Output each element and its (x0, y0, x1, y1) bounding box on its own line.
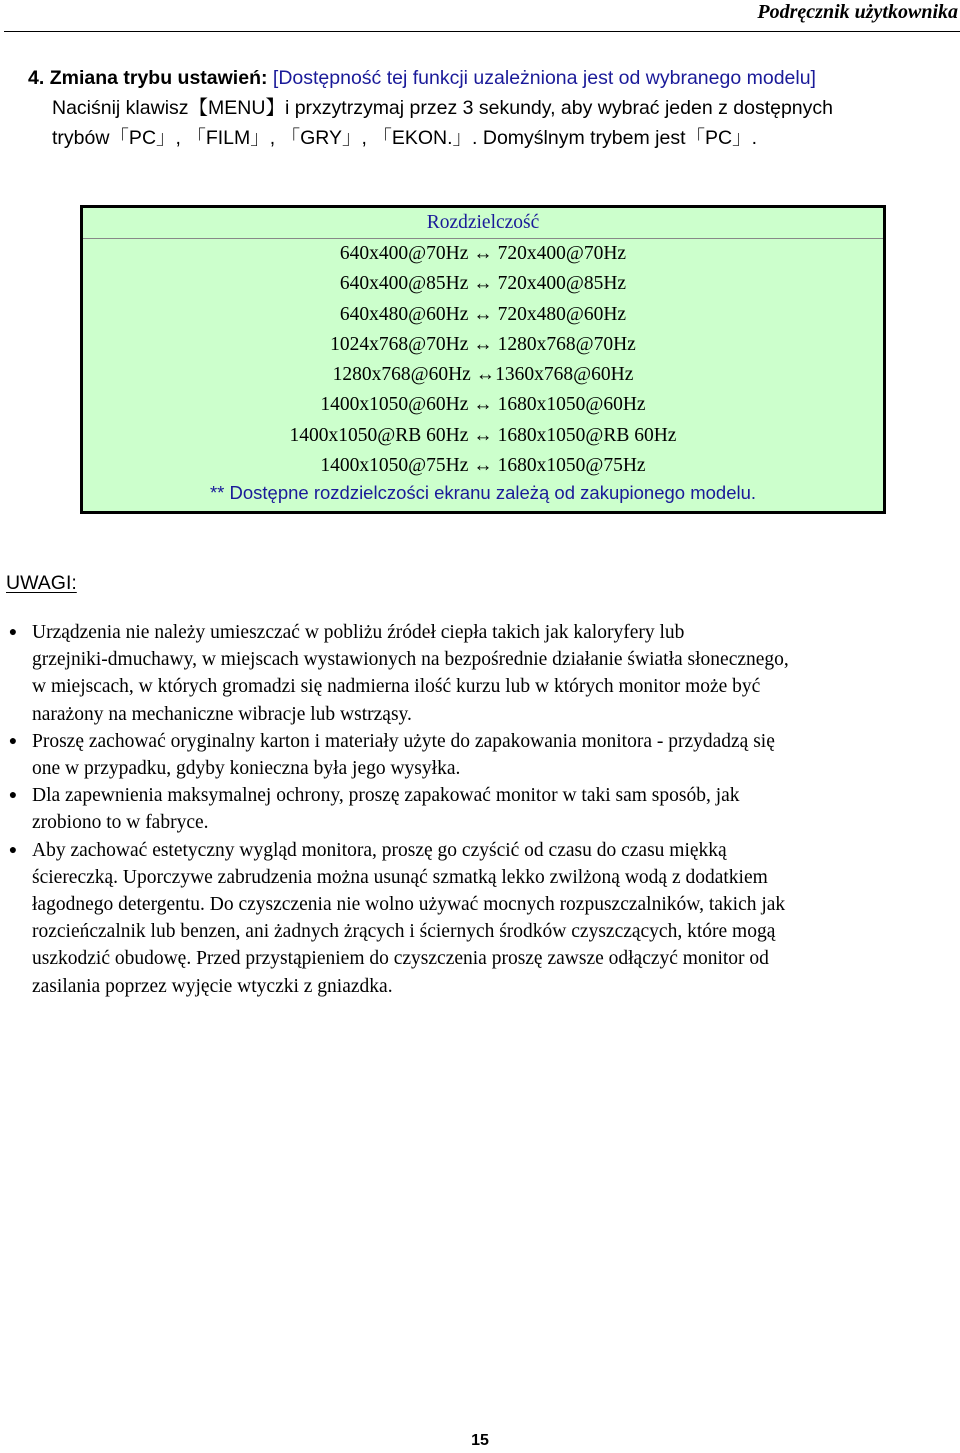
document-header-title: Podręcznik użytkownika (757, 1, 958, 23)
notes-heading: UWAGI: (6, 572, 77, 594)
note-item (0, 619, 960, 728)
bullet-icon: ● (8, 733, 18, 749)
note-line: uszkodzić obudowę. Przed przystąpieniem do czyszczenia proszę zawsze odłączyć monitor od (32, 948, 769, 970)
section-availability-note: [Dostępność tej funkcji uzależniona jest od wybranego modelu] (272, 67, 816, 89)
section-body-line: trybów「PC」, 「FILM」, 「GRY」, 「EKON.」. Domyślnym trybem jest「PC」. (52, 127, 757, 149)
note-item (0, 782, 960, 836)
bullet-icon: ● (8, 842, 18, 858)
note-line: narażony na mechaniczne wibracje lub wstrząsy. (32, 703, 412, 725)
note-line: Urządzenia nie należy umieszczać w pobliżu źródeł ciepła takich jak kaloryfery lub (32, 622, 685, 643)
bullet-icon: ● (8, 625, 18, 640)
note-line: one w przypadku, gdyby konieczna była jego wysyłka. (32, 758, 461, 780)
section-body-line: Naciśnij klawisz【MENU】i prxzytrzymaj przez 3 sekundy, aby wybrać jeden z dostępnych (52, 97, 833, 119)
note-item (0, 837, 960, 1000)
note-line: Dla zapewnienia maksymalnej ochrony, proszę zapakować monitor w taki sam sposób, jak (32, 785, 740, 807)
resolution-row: 1400x1050@60Hz ↔ 1680x1050@60Hz (320, 394, 646, 416)
resolution-table (80, 205, 886, 514)
section-heading (28, 63, 948, 93)
bullet-icon: ● (8, 788, 18, 804)
section-mode-change (28, 63, 948, 153)
resolution-table-footnote: ** Dostępne rozdzielczości ekranu zależą od zakupionego modelu. (209, 482, 757, 504)
resolution-row: 640x400@70Hz ↔ 720x400@70Hz (339, 243, 627, 264)
resolution-table-header: Rozdzielczość (83, 208, 883, 239)
page-number: 15 (471, 1432, 489, 1449)
section-number: 4. (28, 67, 45, 89)
note-line: łagodnego detergentu. Do czyszczenia nie wolno używać mocnych rozpuszczalników, takich jak (32, 894, 786, 916)
resolution-row: 1400x1050@RB 60Hz ↔ 1680x1050@RB 60Hz (289, 424, 677, 446)
section-body (28, 93, 948, 153)
section-title: Zmiana trybu ustawień: (49, 67, 268, 89)
note-line: grzejniki-dmuchawy, w miejscach wystawionych na bezpośrednie działanie światła słonecznego, (32, 649, 789, 671)
note-line: rozcieńczalnik lub benzen, ani żadnych żrących i ściernych środków czyszczących, które mogą (32, 921, 776, 943)
note-line: Proszę zachować oryginalny karton i materiały użyte do zapakowania monitora - przydadzą się (32, 730, 775, 752)
note-line: ściereczką. Uporczywe zabrudzenia można usunąć szmatką lekko zwilżoną wodą z dodatkiem (32, 866, 768, 888)
resolution-row: 640x400@85Hz ↔ 720x400@85Hz (339, 273, 627, 295)
resolution-row: 1400x1050@75Hz ↔ 1680x1050@75Hz (320, 455, 646, 477)
resolution-row: 1280x768@60Hz ↔1360x768@60Hz (332, 364, 634, 386)
resolution-row: 640x480@60Hz ↔ 720x480@60Hz (339, 303, 627, 325)
note-line: zasilania poprzez wyjęcie wtyczki z gniazdka. (32, 975, 393, 997)
notes-list (0, 619, 960, 1000)
note-line: Aby zachować estetyczny wygląd monitora, proszę go czyścić od czasu do czasu miękką (32, 839, 727, 861)
note-line: w miejscach, w których gromadzi się nadmierna ilość kurzu lub w których monitor może być (32, 676, 761, 698)
resolution-row: 1024x768@70Hz ↔ 1280x768@70Hz (330, 333, 636, 355)
note-line: zrobiono to w fabryce. (32, 812, 209, 834)
header-divider (4, 31, 960, 32)
note-item (0, 728, 960, 782)
